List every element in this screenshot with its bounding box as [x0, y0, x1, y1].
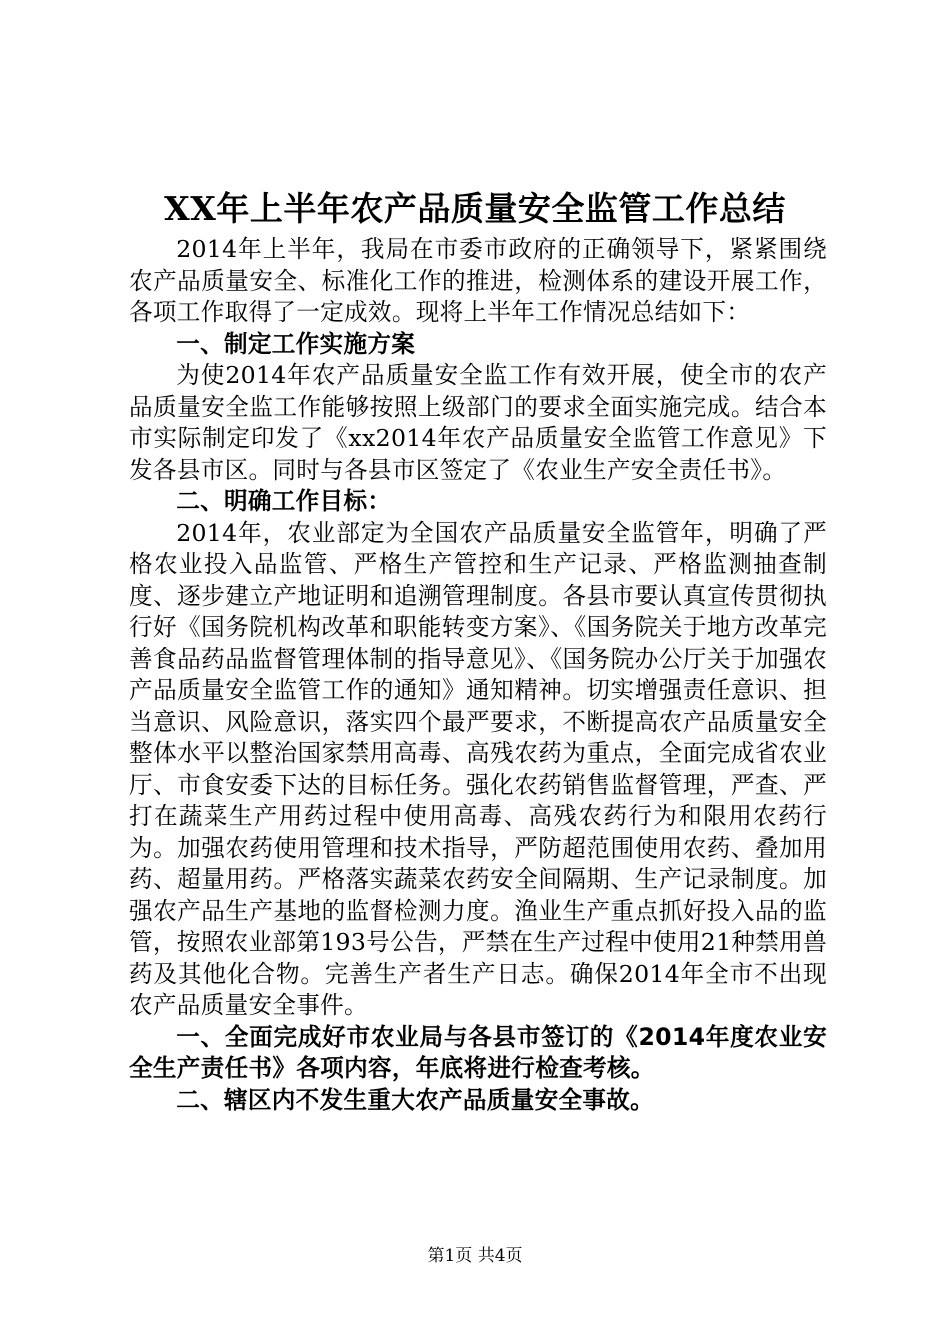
- plan-paragraph: 为使2014年农产品质量安全监工作有效开展，使全市的农产品质量安全监工作能够按照上级部门的要求全面实施完成。结合本市实际制定印发了《xx2014年农产品质量安全监管工作意见》下发各县市区。同时与各县市区签定了《农业生产安全责任书》。: [129, 361, 827, 484]
- section-heading-goals: 二、明确工作目标：: [176, 487, 392, 515]
- goal-item-one: 一、全面完成好市农业局与各县市签订的《2014年度农业安全生产责任书》各项内容，年底将进行检查考核。: [129, 1022, 827, 1082]
- document-title: XX年上半年农产品质量安全监管工作总结: [164, 189, 786, 228]
- section-heading-plan: 一、制定工作实施方案: [176, 329, 416, 358]
- document-body: [129, 234, 827, 1116]
- goal-item-two: 二、辖区内不发生重大农产品质量安全事故。: [176, 1085, 655, 1114]
- intro-paragraph: 2014年上半年，我局在市委市政府的正确领导下，紧紧围绕农产品质量安全、标准化工作的推进，检测体系的建设开展工作，各项工作取得了一定成效。现将上半年工作情况总结如下：: [129, 235, 827, 326]
- goals-paragraph: 2014年，农业部定为全国农产品质量安全监管年，明确了严格农业投入品监管、严格生产管控和生产记录、严格监测抽查制度、逐步建立产地证明和追溯管理制度。各县市要认真宣传贯彻执行好《国务院机构改革和职能转变方案》、《国务院关于地方改革完善食品药品监督管理体制的指导意见》、《国务院办公厅关于加强农产品质量安全监管工作的通知》通知精神。切实增强责任意识、担当意识、风险意识，落实四个最严要求，不断提高农产品质量安全整体水平以整治国家禁用高毒、高残农药为重点，全面完成省农业厅、市食安委下达的目标任务。强化农药销售监督管理，严查、严打在蔬菜生产用药过程中使用高毒、高残农药行为和限用农药行为。加强农药使用管理和技术指导，严防超范围使用农药、叠加用药、超量用药。严格落实蔬菜农药安全间隔期、生产记录制度。加强农产品生产基地的监督检测力度。渔业生产重点抓好投入品的监管，按照农业部第193号公告，严禁在生产过程中使用21种禁用兽药及其他化合物。完善生产者生产日志。确保2014年全市不出现农产品质量安全事件。: [129, 518, 827, 1019]
- page-footer: 第1页 共4页: [427, 1246, 523, 1266]
